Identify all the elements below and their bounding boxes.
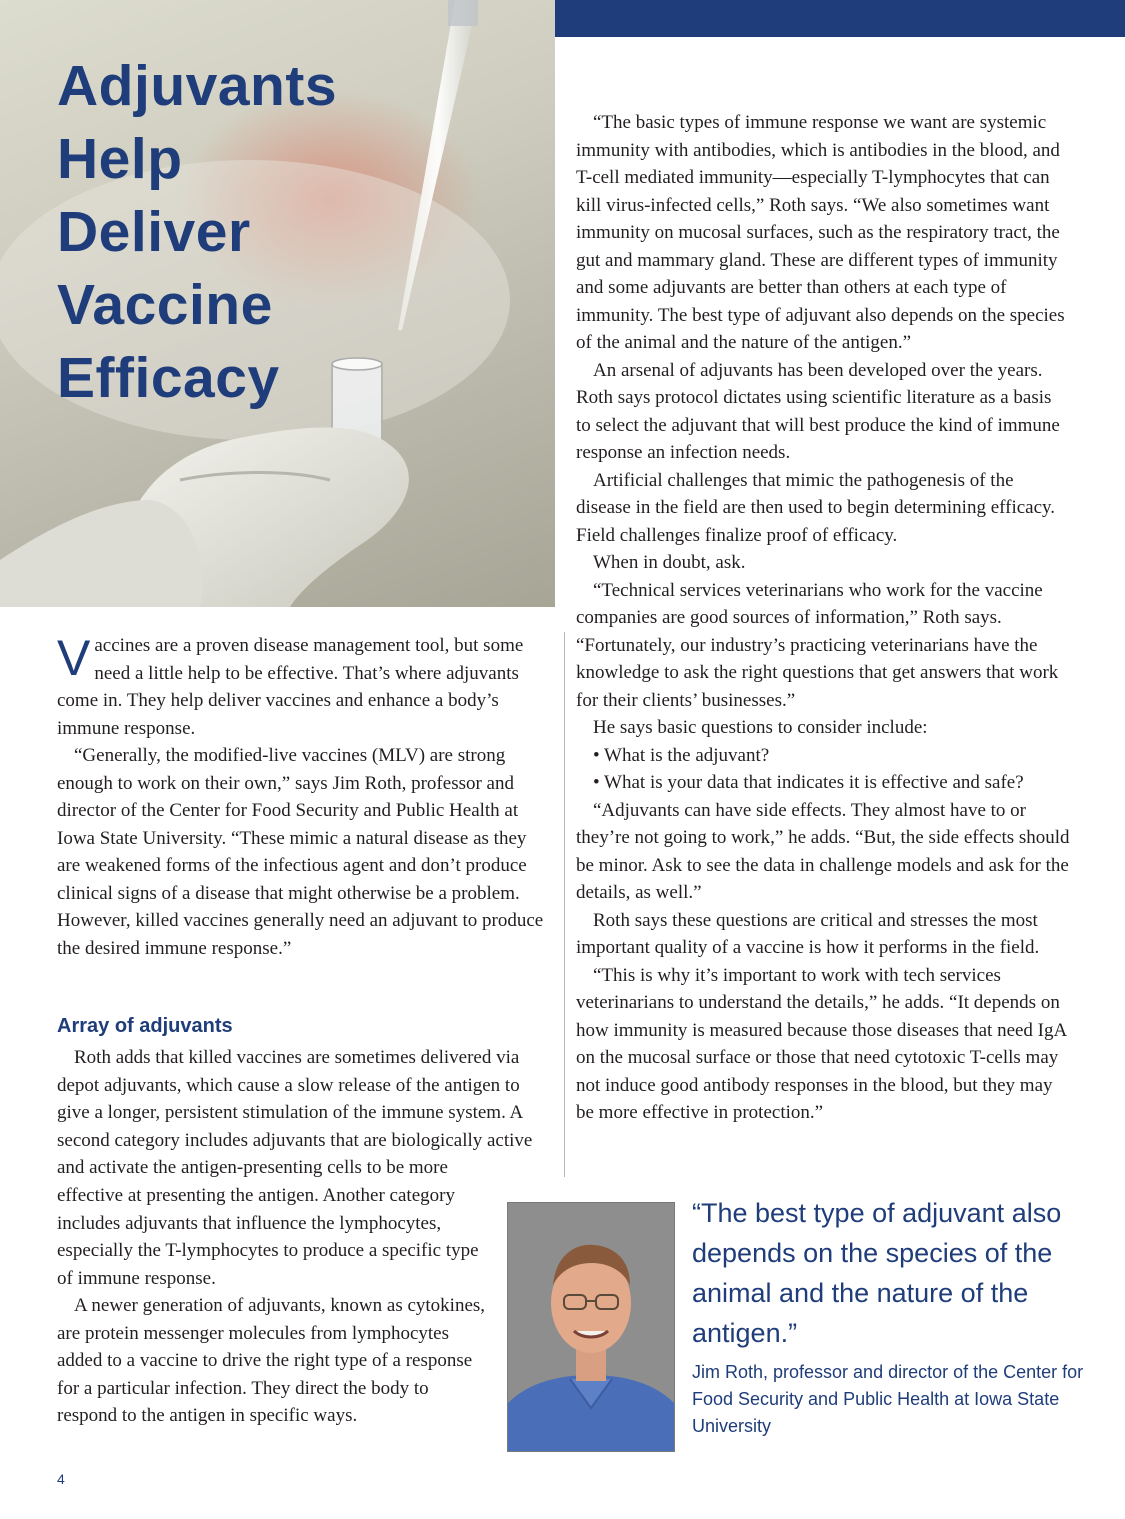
headline-line: Deliver: [57, 200, 251, 264]
headline-line: Efficacy: [57, 346, 280, 410]
body-paragraph: “Technical services veterinarians who work for the vaccine companies are good sources of information,” Roth says. “Fortunately, our industry’s practicing veterinarians have the knowledge to ask the right questions that get answers that work for their clients’ businesses.”: [576, 579, 1059, 711]
body-paragraph: “This is why it’s important to work with tech services veterinarians to understand the details,” he adds. “It depends on how immunity is measured because those diseases that need IgA on the mucosal surface or those that need cytotoxic T-cells may not induce good antibody responses in the blood, but they may be more effective in protection.”: [576, 964, 1067, 1123]
body-paragraph: Roth adds that killed vaccines are sometimes delivered via depot adjuvants, which cause a slow release of the antigen to give a longer, persistent stimulation of the immune system. A second category includes adjuvants that are biologically active and activate the antigen-presenting cells to be more: [57, 1047, 533, 1178]
body-paragraph: An arsenal of adjuvants has been developed over the years. Roth says protocol dictates using scientific literature as a basis to select the adjuvant that will best produce the kind of immune response an infection needs.: [576, 359, 1060, 463]
body-paragraph: “Generally, the modified-live vaccines (MLV) are strong enough to work on their own,” says Jim Roth, professor and director of the Center for Food Security and Public Health at Iowa State University. “These mimic a natural disease as they are weakened forms of the infectious agent and don’t produce clinical signs of a disease that might otherwise be a problem. However, killed vaccines generally need an adjuvant to produce the desired immune response.”: [57, 745, 544, 959]
headline-line: Help: [57, 127, 183, 191]
body-paragraph: “The basic types of immune response we want are systemic immunity with antibodies, which is antibodies in the blood, and T-cell mediated immunity—especially T-lymphocytes that can kill virus-infected cells,” Roth says. “We also sometimes want immunity on mucosal surfaces, such as the respiratory tract, the gut and mammary gland. These are different types of immunity and some adjuvants are better than others at each type of immunity. The best type of adjuvant also depends on the species of the animal and the nature of the antigen.”: [576, 112, 1065, 353]
drop-cap: V: [57, 630, 91, 686]
intro-text: accines are a proven disease management tool, but some need a little help to be effective. That’s where adjuvants come in. They help deliver vaccines and enhance a body’s immune response.: [57, 635, 524, 739]
bullet-item: • What is the adjuvant?: [593, 744, 770, 766]
page-number: 4: [57, 1471, 65, 1487]
body-paragraph: When in doubt, ask.: [593, 552, 746, 573]
bullet-item: • What is your data that indicates it is effective and safe?: [593, 772, 1024, 793]
intro-column: [57, 632, 551, 962]
body-paragraph: effective at presenting the antigen. Another category includes adjuvants that influence the lymphocytes, especially the T-lymphocytes to produce a specific type of immune response.: [57, 1185, 479, 1289]
section-column-wrap: [57, 1182, 487, 1430]
body-paragraph: “Adjuvants can have side effects. They almost have to or they’re not going to work,” he adds. “But, the side effects should be minor. Ask to see the data in challenge models and ask for the details, as well.”: [576, 799, 1070, 903]
headline-line: Adjuvants: [57, 54, 338, 118]
right-column: [576, 109, 1070, 1127]
section-heading: Array of adjuvants: [57, 1015, 233, 1037]
body-paragraph: Roth says these questions are critical and stresses the most important quality of a vaccine is how it performs in the field.: [576, 909, 1040, 958]
pull-quote-attribution: Jim Roth, professor and director of the Center for Food Security and Public Health at Iowa State University: [692, 1362, 1084, 1436]
headline-line: Vaccine: [57, 273, 273, 337]
column-divider: [564, 632, 565, 1177]
body-paragraph: A newer generation of adjuvants, known as cytokines, are protein messenger molecules from lymphocytes added to a vaccine to drive the right type of a response for a particular infection. They direct the body to respond to the antigen in specific ways.: [57, 1295, 486, 1426]
body-paragraph: Artificial challenges that mimic the pathogenesis of the disease in the field are then used to begin determining efficacy. Field challenges finalize proof of efficacy.: [576, 469, 1056, 546]
body-paragraph: He says basic questions to consider include:: [593, 717, 928, 738]
intro-paragraph: [57, 632, 551, 742]
section-column: [57, 1044, 551, 1182]
portrait-photo: [507, 1202, 675, 1452]
portrait-illustration: [508, 1203, 674, 1451]
pull-quote: “The best type of adjuvant also depends on the species of the animal and the nature of the antigen.”: [692, 1198, 1062, 1348]
header-accent-bar: [555, 0, 1125, 37]
article-headline: [57, 50, 537, 415]
